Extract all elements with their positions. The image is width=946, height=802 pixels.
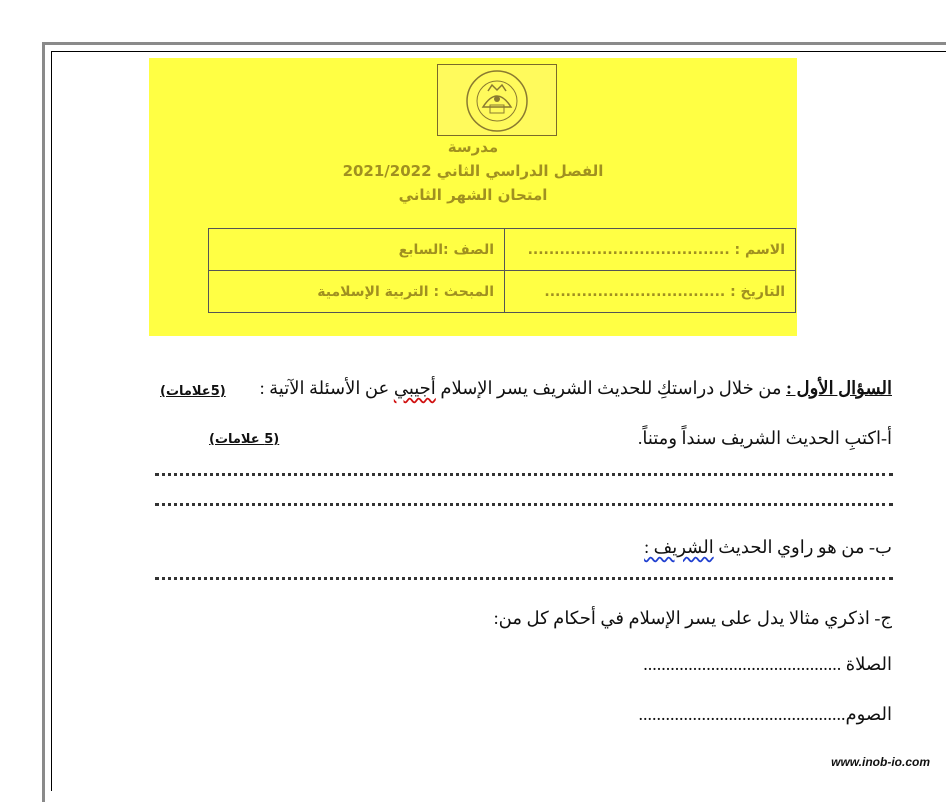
question-1-text: من خلال دراستكِ للحديث الشريف يسر الإسلام [435, 378, 787, 398]
question-1b-text-end: الشريف : [644, 537, 714, 557]
date-field: التاريخ : .................................. [505, 271, 796, 313]
question-1b-text: ب- من هو راوي الحديث [713, 537, 892, 557]
answer-line [155, 576, 893, 580]
question-1a: أ-اكتبِ الحديث الشريف سنداً ومتناً. [637, 428, 892, 448]
question-1c-prayer: الصلاة ............................................ [643, 654, 892, 674]
name-field: الاسم : ...................................... [505, 229, 796, 271]
school-name: مدرسة [447, 138, 499, 156]
exam-header [149, 58, 797, 336]
ministry-logo [437, 64, 557, 136]
question-1-intro [260, 378, 892, 399]
answer-line [155, 502, 893, 506]
subject-field: المبحث : التربية الإسلامية [209, 271, 505, 313]
question-1-marks: (5علامات) [160, 384, 226, 399]
crest-icon [438, 65, 556, 135]
question-1-title: السؤال الأول : [786, 378, 892, 398]
semester-title: الفصل الدراسي الثاني 2021/2022 [342, 162, 604, 180]
student-info-table [208, 228, 796, 313]
question-1c: ج- اذكري مثالا يدل على يسر الإسلام في أحكام كل من: [493, 608, 892, 628]
top-margin [0, 0, 946, 42]
question-1b [644, 537, 892, 558]
exam-title: امتحان الشهر الثاني [398, 186, 548, 204]
answer-line [155, 472, 893, 476]
footer-website: www.inob-io.com [831, 755, 930, 769]
question-1-verb: أجيبي [393, 378, 436, 398]
question-1a-marks: (5 علامات) [209, 432, 280, 447]
question-1c-fasting: الصوم.............................................. [638, 704, 892, 724]
question-1-text-end: عن الأسئلة الآتية : [259, 378, 394, 398]
grade-field: الصف :السابع [209, 229, 505, 271]
